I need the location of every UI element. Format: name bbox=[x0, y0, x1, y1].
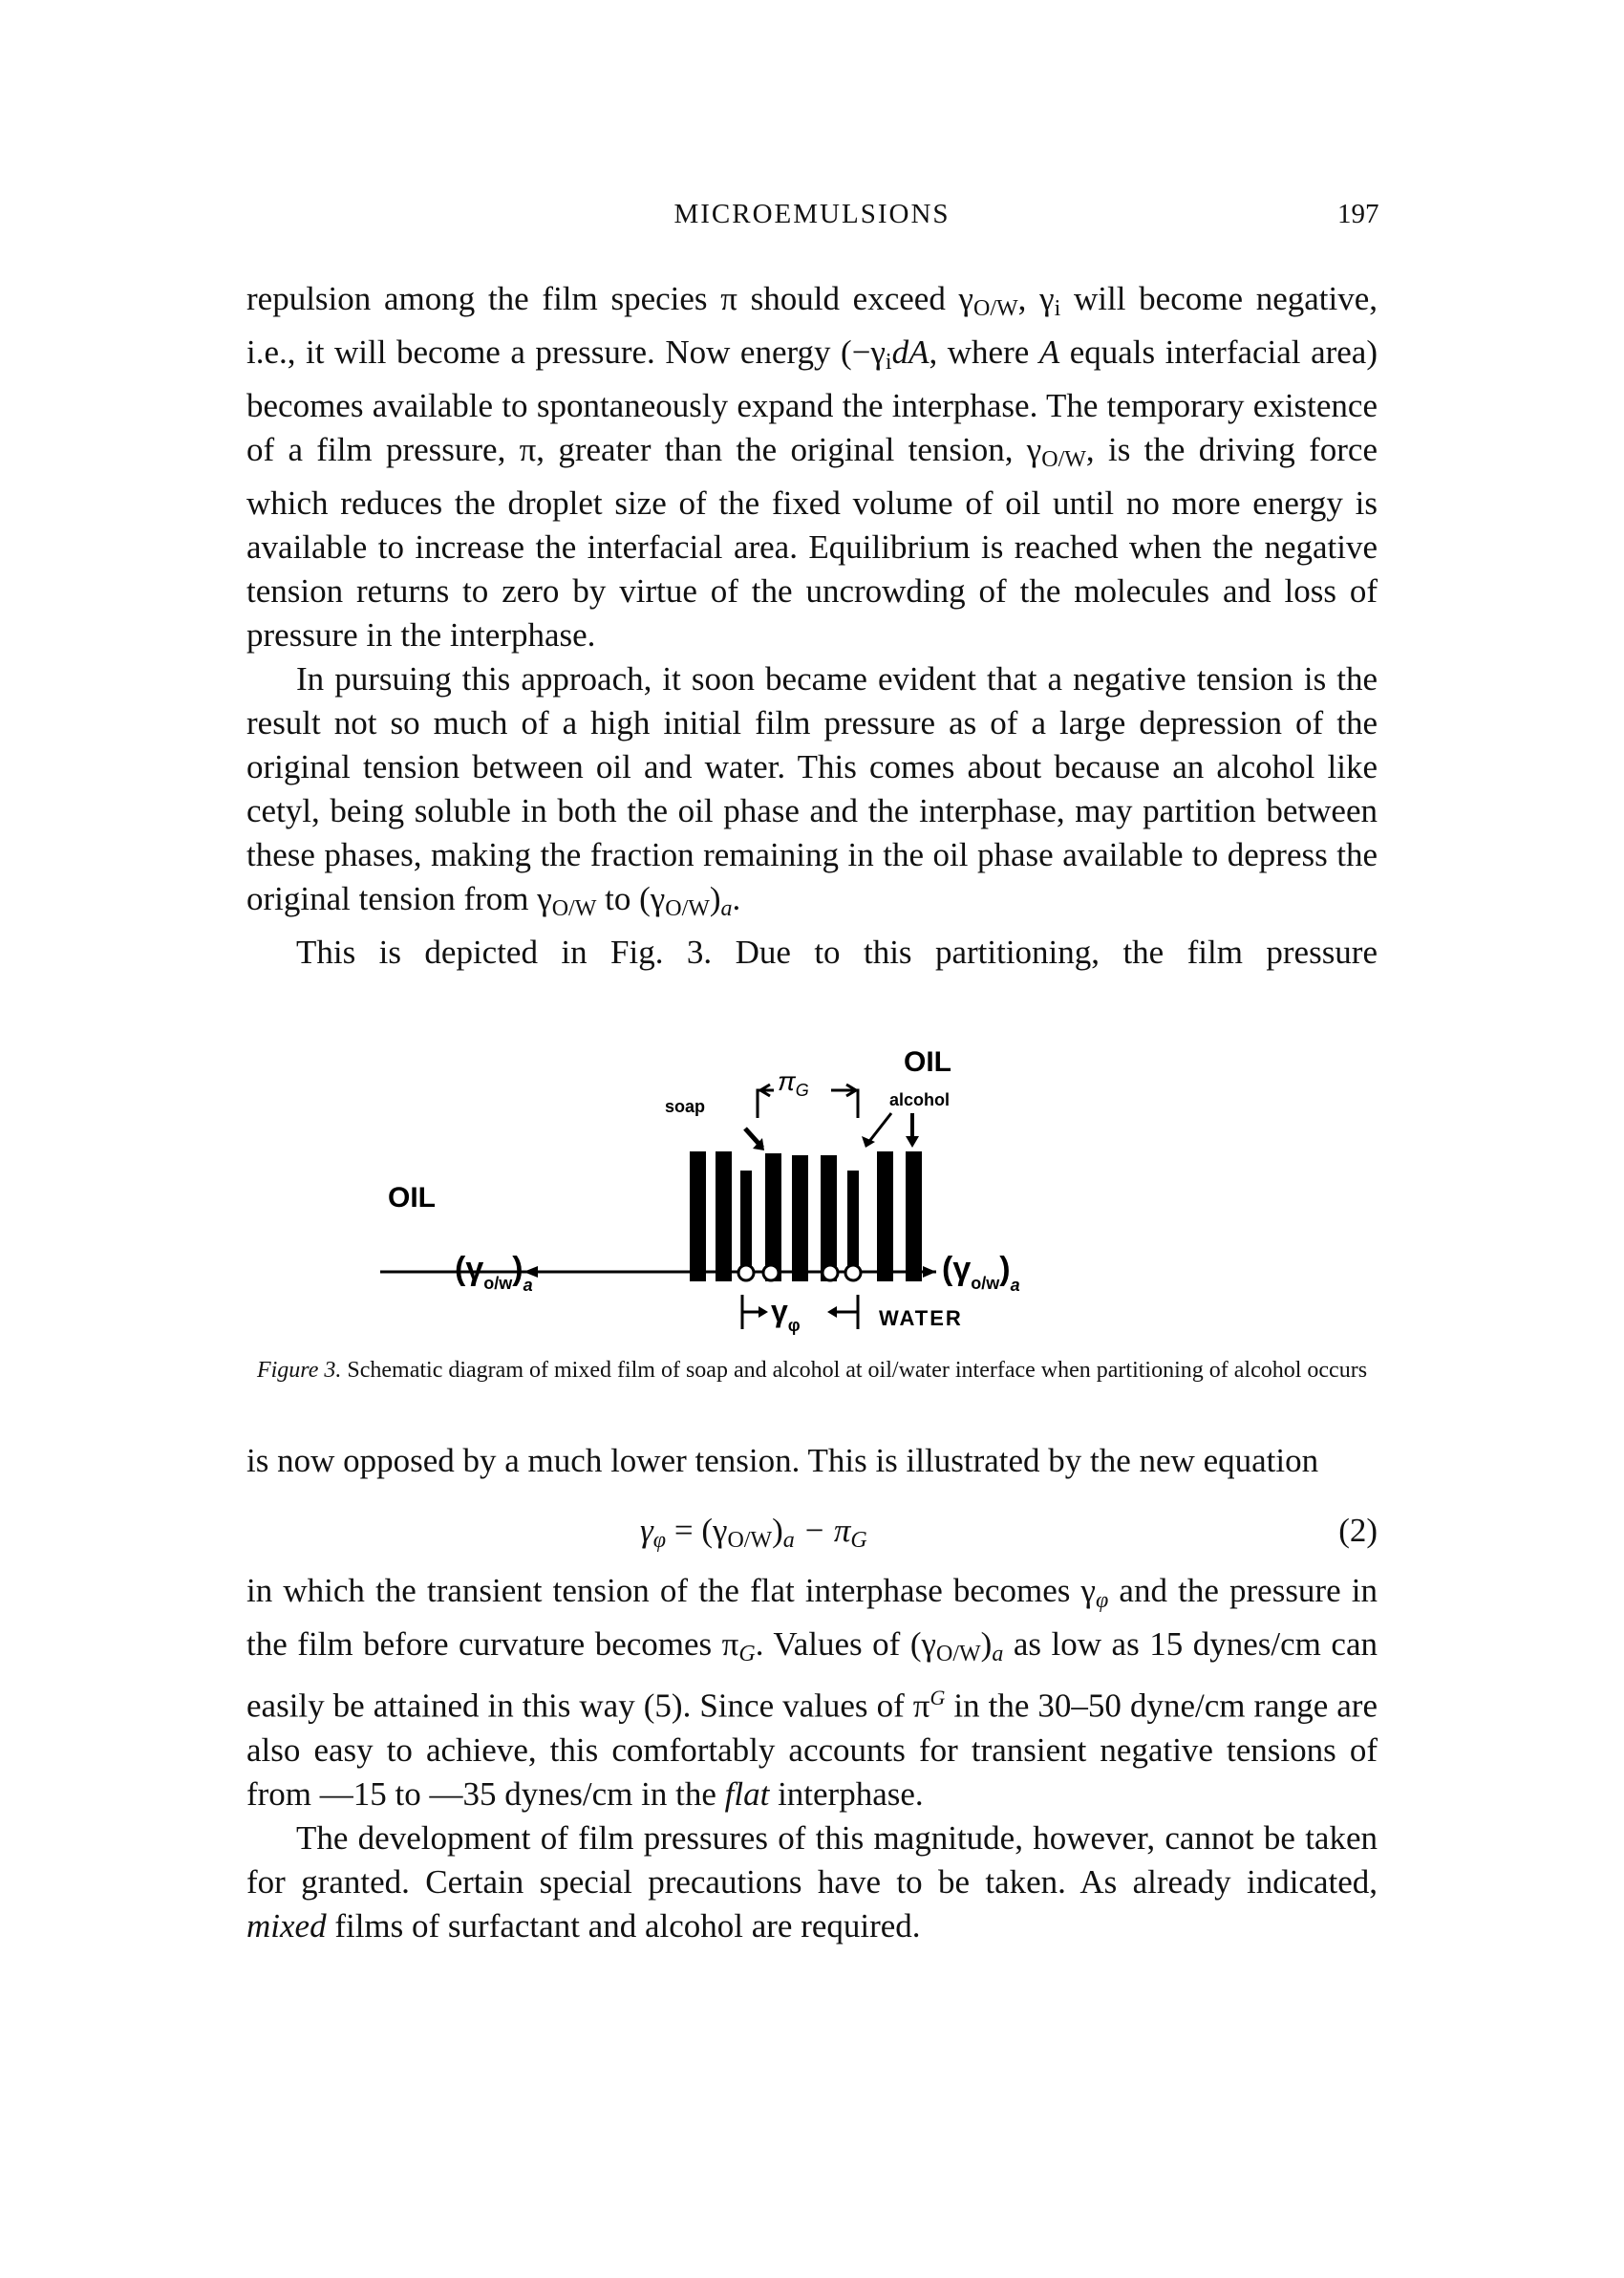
soap-bar bbox=[906, 1151, 922, 1281]
para1-text-g: equals interfacial area) becomes available to spontaneously expand the interphase. The temporary existence of a film pressure, π, greater than the original tension, γ bbox=[246, 333, 1378, 468]
label-oil-top: OIL bbox=[904, 1046, 951, 1078]
eq-lhs: γ bbox=[640, 1512, 653, 1549]
eq-middle: = (γ bbox=[666, 1512, 728, 1549]
para2-text-b: to (γ bbox=[596, 880, 666, 917]
label-oil-left: OIL bbox=[388, 1182, 436, 1214]
body-text-upper bbox=[246, 277, 1378, 975]
para1-sub-c: i bbox=[885, 350, 892, 375]
soap-bar bbox=[690, 1151, 706, 1281]
alcohol-head bbox=[845, 1265, 861, 1280]
alcohol-arrowhead-2-icon bbox=[906, 1136, 919, 1148]
para5-text-e: as low as 15 dynes/cm can easily be attained in this way (5). Since values of π bbox=[246, 1625, 1378, 1725]
para5-sub-c: O/W bbox=[936, 1642, 981, 1666]
para1-text-f: A bbox=[1038, 333, 1060, 371]
paragraph-1 bbox=[246, 277, 1378, 657]
alcohol-bar bbox=[740, 1171, 752, 1266]
para5-text-c: . Values of (γ bbox=[755, 1625, 936, 1663]
para1-sub-g: O/W bbox=[1041, 447, 1086, 472]
label-gamma-right: $(\gamma_{o/w})_a$ bbox=[942, 1251, 1020, 1295]
para5-text-g: flat bbox=[724, 1774, 770, 1813]
para5-text-d: ) bbox=[980, 1625, 993, 1663]
paragraph-4: is now opposed by a much lower tension. This is illustrated by the new equation bbox=[246, 1442, 1319, 1479]
eq-close: ) bbox=[772, 1512, 783, 1549]
label-alcohol: alcohol bbox=[889, 1090, 951, 1109]
eq-close-sub: a bbox=[782, 1528, 795, 1553]
equation-body bbox=[640, 1512, 867, 1554]
para5-text-a: in which the transient tension of the flat interphase becomes γ bbox=[246, 1572, 1096, 1609]
para2-text-c: ) bbox=[709, 880, 721, 917]
para2-text-d: . bbox=[732, 880, 741, 917]
para1-text-c: will become negative, i.e., it will become a pressure. Now energy (−γ bbox=[246, 280, 1378, 371]
para2-sub-b: O/W bbox=[665, 896, 710, 921]
soap-bar bbox=[716, 1151, 732, 1281]
para2-sub-c: a bbox=[720, 896, 733, 921]
para5-text-b: and the pressure in the film before curvature becomes π bbox=[246, 1572, 1378, 1663]
page-number: 197 bbox=[1337, 199, 1379, 229]
body-text-lower bbox=[246, 1439, 1378, 1948]
running-head: MICROEMULSIONS bbox=[673, 199, 951, 229]
para1-text-b: , γ bbox=[1017, 280, 1055, 317]
paragraph-6 bbox=[246, 1816, 1378, 1948]
caption-label: Figure 3. bbox=[256, 1358, 342, 1383]
figure-caption bbox=[246, 1355, 1378, 1386]
paragraph-3: This is depicted in Fig. 3. Due to this partitioning, the film pressure bbox=[296, 934, 1378, 971]
para1-sub-b: i bbox=[1054, 296, 1061, 321]
para1-text-e: , where bbox=[929, 333, 1039, 371]
eq-minus: − π bbox=[794, 1512, 851, 1549]
label-pi-g: $\pi_G$ bbox=[778, 1066, 809, 1100]
label-soap: soap bbox=[665, 1097, 706, 1116]
para2-sub-a: O/W bbox=[551, 896, 597, 921]
para5-sup-e: G bbox=[930, 1686, 946, 1709]
eq-mid-sub: O/W bbox=[727, 1528, 773, 1553]
soap-molecules bbox=[690, 1151, 922, 1281]
alcohol-head bbox=[763, 1265, 779, 1280]
para6-text-b: mixed bbox=[246, 1906, 327, 1945]
para1-text-d: dA bbox=[891, 333, 930, 371]
eq-pi-sub: G bbox=[850, 1528, 867, 1553]
para6-text-c: films of surfactant and alcohol are required. bbox=[326, 1906, 921, 1945]
soap-bar bbox=[877, 1151, 893, 1281]
page-header bbox=[0, 199, 1624, 237]
gamma-phi-arrow-left-icon bbox=[759, 1306, 768, 1318]
para2-text-a: In pursuing this approach, it soon became evident that a negative tension is the result not so much of a high initial film pressure as of a large depression of the original tension between oil and water. This comes about because an alcohol like cetyl, being soluble in both the oil phase and the interphase, may partition between these phases, making the fraction remaining in the oil phase available to depress the original tension from γ bbox=[246, 660, 1378, 917]
para5-text-f: in the 30–50 dyne/cm range are also easy to achieve, this comfortably accounts for transient negative tensions of from —15 to —35 dynes/cm in the bbox=[246, 1687, 1378, 1813]
caption-text: Schematic diagram of mixed film of soap and alcohol at oil/water interface when partitioning of alcohol occurs bbox=[341, 1358, 1368, 1383]
label-gamma-left: $(\gamma_{o/w})_a$ bbox=[455, 1251, 533, 1295]
soap-bar bbox=[821, 1155, 837, 1281]
gamma-phi-arrow-right-icon bbox=[827, 1306, 837, 1318]
para5-sub-a: φ bbox=[1095, 1588, 1109, 1613]
eq-lhs-sub: φ bbox=[652, 1528, 667, 1553]
alcohol-head bbox=[823, 1265, 838, 1280]
figure-3 bbox=[246, 1037, 1378, 1341]
para1-text-h: , is the driving force which reduces the droplet size of the fixed volume of oil until no more energy is available to increase the interfacial area. Equilibrium is reached when the negative tension returns to zero by virtue of the uncrowding of the molecules and loss of pressure in the interphase. bbox=[246, 431, 1378, 654]
soap-bar bbox=[765, 1153, 781, 1281]
pi-bracket-right bbox=[831, 1090, 858, 1118]
para5-sub-d: a bbox=[992, 1642, 1004, 1666]
para6-text-a: The development of film pressures of this magnitude, however, cannot be taken for granted. Certain special precautions have to be taken. As already indicated, bbox=[246, 1818, 1378, 1901]
alcohol-head bbox=[738, 1265, 754, 1280]
para5-text-h: interphase. bbox=[769, 1774, 924, 1813]
equation-2 bbox=[246, 1512, 1378, 1569]
para1-sub-a: O/W bbox=[973, 296, 1018, 321]
label-water: WATER bbox=[879, 1306, 963, 1330]
soap-bar bbox=[792, 1155, 808, 1281]
para5-sub-b: G bbox=[738, 1642, 756, 1666]
alcohol-bar bbox=[847, 1171, 859, 1266]
paragraph-2 bbox=[246, 657, 1378, 931]
alcohol-arrow-1-icon bbox=[867, 1113, 891, 1144]
paragraph-5 bbox=[246, 1569, 1378, 1816]
equation-number: (2) bbox=[1338, 1512, 1378, 1549]
figure-3-diagram bbox=[246, 1037, 1378, 1341]
para1-text-a: repulsion among the film species π should exceed γ bbox=[246, 280, 974, 317]
label-gamma-phi: $\gamma_\varphi$ bbox=[771, 1294, 801, 1335]
gamma-right-arrow-icon bbox=[923, 1266, 936, 1278]
